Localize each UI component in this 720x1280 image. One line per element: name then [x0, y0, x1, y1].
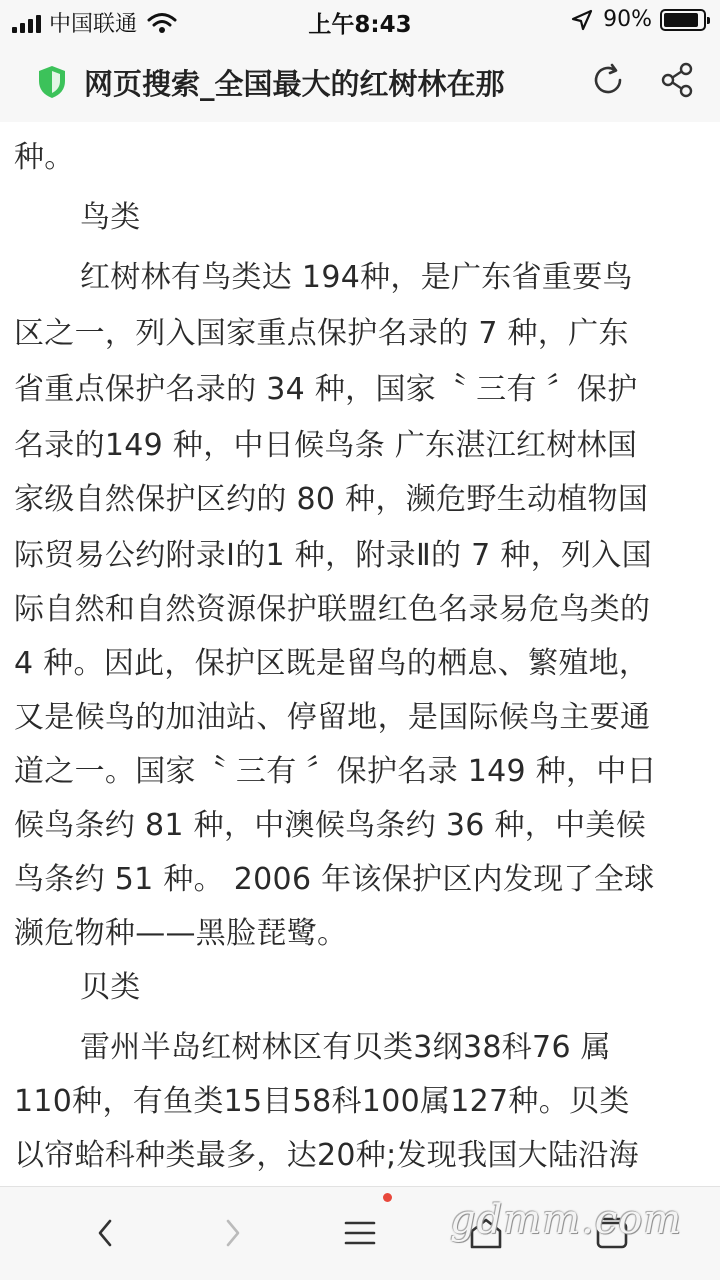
page-title: 网页搜索_全国最大的红树林在那 [84, 67, 505, 101]
chevron-right-icon[interactable] [212, 1213, 252, 1253]
section-heading-shellfish: 贝类 [80, 970, 141, 1005]
battery-percent: 90% [603, 7, 652, 32]
article-line: 道之一。国家〝 三有 〞保护名录 149 种，中日 [14, 754, 657, 789]
article-line: 110种，有鱼类15目58科100属127种。贝类 [14, 1084, 630, 1119]
article-line: 4 种。因此，保护区既是留鸟的栖息、繁殖地， [14, 646, 650, 681]
carrier-name: 中国联通 [49, 12, 138, 37]
article-line: 名录的149 种，中日候鸟条 广东湛江红树林国 [14, 428, 638, 463]
location-arrow-icon [571, 9, 593, 31]
article-content [0, 122, 720, 1186]
status-bar [0, 0, 720, 40]
article-line: 濒危物种——黑脸琵鹭。 [14, 916, 348, 951]
share-icon[interactable] [660, 62, 696, 98]
chevron-left-icon[interactable] [86, 1213, 126, 1253]
battery-fill [664, 13, 698, 27]
article-line: 际自然和自然资源保护联盟红色名录易危鸟类的 [14, 592, 651, 627]
status-right [571, 7, 706, 32]
battery-icon [660, 9, 706, 31]
article-line: 雷州半岛红树林区有贝类3纲38科76 属 [80, 1030, 611, 1065]
article-line: 省重点保护名录的 34 种，国家〝 三有 〞保护 [14, 372, 638, 407]
refresh-icon[interactable] [590, 62, 626, 98]
menu-icon[interactable] [340, 1213, 380, 1253]
article-line: 又是候鸟的加油站、停留地，是国际候鸟主要通 [14, 700, 651, 735]
status-time: 上午8:43 [308, 12, 412, 38]
notification-dot [383, 1193, 392, 1202]
bottom-toolbar [0, 1186, 720, 1280]
article-line: 以帘蛤科种类最多，达20种;发现我国大陆沿海 [14, 1138, 639, 1173]
section-heading-birds: 鸟类 [80, 200, 141, 235]
article-line: 家级自然保护区约的 80 种，濒危野生动植物国 [14, 482, 649, 517]
watermark-text: gdmm.com [450, 1197, 683, 1243]
article-line: 候鸟条约 81 种，中澳候鸟条约 36 种，中美候 [14, 808, 646, 843]
article-line: 际贸易公约附录Ⅰ的1 种，附录Ⅱ的 7 种，列入国 [14, 538, 652, 573]
article-line: 鸟条约 51 种。 2006 年该保护区内发现了全球 [14, 862, 655, 897]
browser-header [0, 40, 720, 122]
article-line: 区之一，列入国家重点保护名录的 7 种，广东 [14, 316, 629, 351]
shield-icon [36, 64, 68, 100]
article-line: 种。 [14, 140, 75, 175]
article-line: 红树林有鸟类达 194种，是广东省重要鸟 [80, 260, 633, 295]
